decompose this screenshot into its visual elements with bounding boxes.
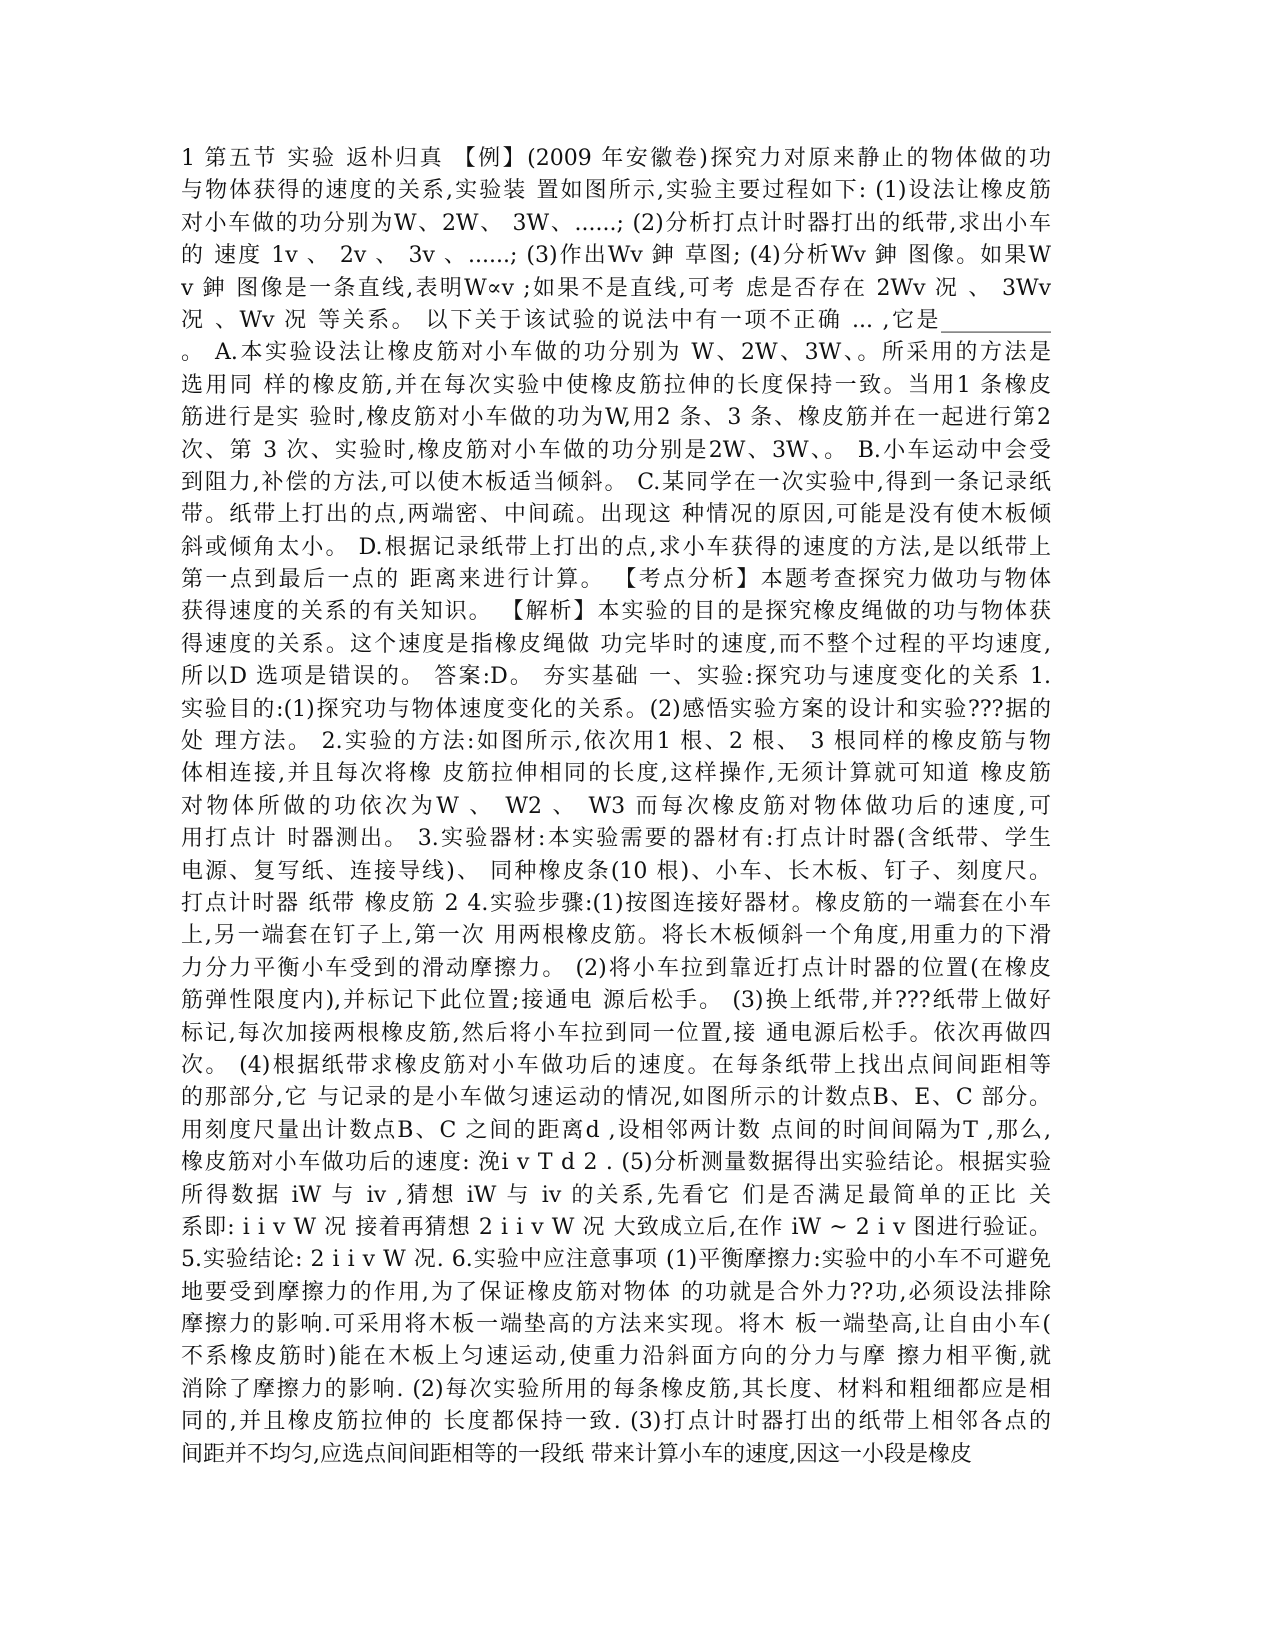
text-line: 所得数据 iW 与 iv ,猜想 iW 与 iv 的关系,先看它 们是否满足最简单的正比 关 <box>181 1182 1051 1208</box>
text-line: 获得速度的关系的有关知识。 【解析】本实验的目的是探究橡皮绳做的功与物体获 <box>181 599 1051 625</box>
text-line: 摩擦力的影响.可采用将木板一端垫高的方法来实现。将木 板一端垫高,让自由小车( <box>181 1312 1051 1338</box>
text-line: 与物体获得的速度的关系,实验装 置如图所示,实验主要过程如下: (1)设法让橡皮筋 <box>181 178 1051 204</box>
text-line: 得速度的关系。这个速度是指橡皮绳做 功完毕时的速度,而不整个过程的平均速度, <box>181 631 1051 657</box>
text-line: 次、第 3 次、实验时,橡皮筋对小车做的功分别是2W、3W、。 B.小车运动中会受 <box>181 437 1051 463</box>
text-line: 橡皮筋对小车做功后的速度: 浼i v T d 2 . (5)分析测量数据得出实验结论。根据实验 <box>181 1150 1051 1176</box>
text-line: 第一点到最后一点的 距离来进行计算。 【考点分析】本题考查探究力做功与物体 <box>181 567 1051 593</box>
text-line: 斜或倾角太小。 D.根据记录纸带上打出的点,求小车获得的速度的方法,是以纸带上 <box>181 534 1051 560</box>
text-line: 对物体所做的功依次为W 、 W2 、 W3 而每次橡皮筋对物体做功后的速度,可 <box>181 793 1051 819</box>
text-line: 系即: i i v W 况 接着再猜想 2 i i v W 况 大致成立后,在作 iW ~ 2 i v 图进行验证。 <box>181 1214 1051 1240</box>
text-line: 所以D 选项是错误的。 答案:D。 夯实基础 一、实验:探究功与速度变化的关系 1. <box>181 664 1051 690</box>
text-line: 实验目的:(1)探究功与物体速度变化的关系。(2)感悟实验方案的设计和实验???据的 <box>181 696 1051 722</box>
text-line: 标记,每次加接两根橡皮筋,然后将小车拉到同一位置,接 通电源后松手。依次再做四 <box>181 1020 1051 1046</box>
text-line: 的那部分,它 与记录的是小车做匀速运动的情况,如图所示的计数点B、E、C 部分。 <box>181 1085 1051 1111</box>
text-line: 处 理方法。 2.实验的方法:如图所示,依次用1 根、2 根、 3 根同样的橡皮筋与物 <box>181 729 1051 755</box>
text-line: 带。纸带上打出的点,两端密、中间疏。出现这 种情况的原因,可能是没有使木板倾 <box>181 502 1051 528</box>
text-line: 选用同 样的橡皮筋,并在每次实验中使橡皮筋拉伸的长度保持一致。当用1 条橡皮 <box>181 372 1051 398</box>
text-line: 地要受到摩擦力的作用,为了保证橡皮筋对物体 的功就是合外力??功,必须设法排除 <box>181 1279 1051 1305</box>
text-line: 上,另一端套在钉子上,第一次 用两根橡皮筋。将长木板倾斜一个角度,用重力的下滑 <box>181 923 1051 949</box>
text-line: 用刻度尺量出计数点B、C 之间的距离d ,设相邻两计数 点间的时间间隔为T ,那么, <box>181 1117 1051 1143</box>
text-line: 体相连接,并且每次将橡 皮筋拉伸相同的长度,这样操作,无须计算就可知道 橡皮筋 <box>181 761 1051 787</box>
text-line: 消除了摩擦力的影响. (2)每次实验所用的每条橡皮筋,其长度、材料和粗细都应是相 <box>181 1376 1051 1402</box>
text-line: 到阻力,补偿的方法,可以使木板适当倾斜。 C.某同学在一次实验中,得到一条记录纸 <box>181 469 1051 495</box>
text-line: 用打点计 时器测出。 3.实验器材:本实验需要的器材有:打点计时器(含纸带、学生 <box>181 826 1051 852</box>
text-line: 的 速度 1v 、 2v 、 3v 、......; (3)作出Wv 鉮 草图; (4)分析Wv 鉮 图像。如果W <box>181 243 1051 269</box>
text-line: v 鉮 图像是一条直线,表明W∝v ;如果不是直线,可考 虑是否存在 2Wv 况 、 3Wv <box>181 275 1051 301</box>
text-line: 。 A.本实验设法让橡皮筋对小车做的功分别为 W、2W、3W、。所采用的方法是 <box>181 340 1051 366</box>
text-line: 电源、复写纸、连接导线)、 同种橡皮条(10 根)、小车、长木板、钉子、刻度尺。 <box>181 858 1051 884</box>
text-line: 力分力平衡小车受到的滑动摩擦力。 (2)将小车拉到靠近打点计时器的位置(在橡皮 <box>181 955 1051 981</box>
text-line: 不系橡皮筋时)能在木板上匀速运动,使重力沿斜面方向的分力与摩 擦力相平衡,就 <box>181 1344 1051 1370</box>
text-line: 对小车做的功分别为W、2W、 3W、......; (2)分析打点计时器打出的纸带,求出小车 <box>181 210 1051 236</box>
text-line: 况 、Wv 况 等关系。 以下关于该试验的说法中有一项不正确 ... ,它是__________ <box>181 307 1051 333</box>
text-line: 次。 (4)根据纸带求橡皮筋对小车做功后的速度。在每条纸带上找出点间间距相等 <box>181 1052 1051 1078</box>
text-line: 间距并不均匀,应选点间间距相等的一段纸 带来计算小车的速度,因这一小段是橡皮 <box>181 1441 972 1467</box>
text-line: 5.实验结论: 2 i i v W 况. 6.实验中应注意事项 (1)平衡摩擦力:实验中的小车不可避免 <box>181 1247 1051 1273</box>
text-line: 筋弹性限度内),并标记下此位置;接通电 源后松手。 (3)换上纸带,并???纸带上做好 <box>181 988 1051 1014</box>
text-line: 同的,并且橡皮筋拉伸的 长度都保持一致. (3)打点计时器打出的纸带上相邻各点的 <box>181 1409 1051 1435</box>
text-line: 打点计时器 纸带 橡皮筋 2 4.实验步骤:(1)按图连接好器材。橡皮筋的一端套在小车 <box>181 890 1051 916</box>
text-line: 筋进行是实 验时,橡皮筋对小车做的功为W,用2 条、3 条、橡皮筋并在一起进行第2 <box>181 405 1051 431</box>
text-line: 1 第五节 实验 返朴归真 【例】(2009 年安徽卷)探究力对原来静止的物体做的功 <box>181 146 1051 171</box>
document-body <box>181 143 1051 1471</box>
